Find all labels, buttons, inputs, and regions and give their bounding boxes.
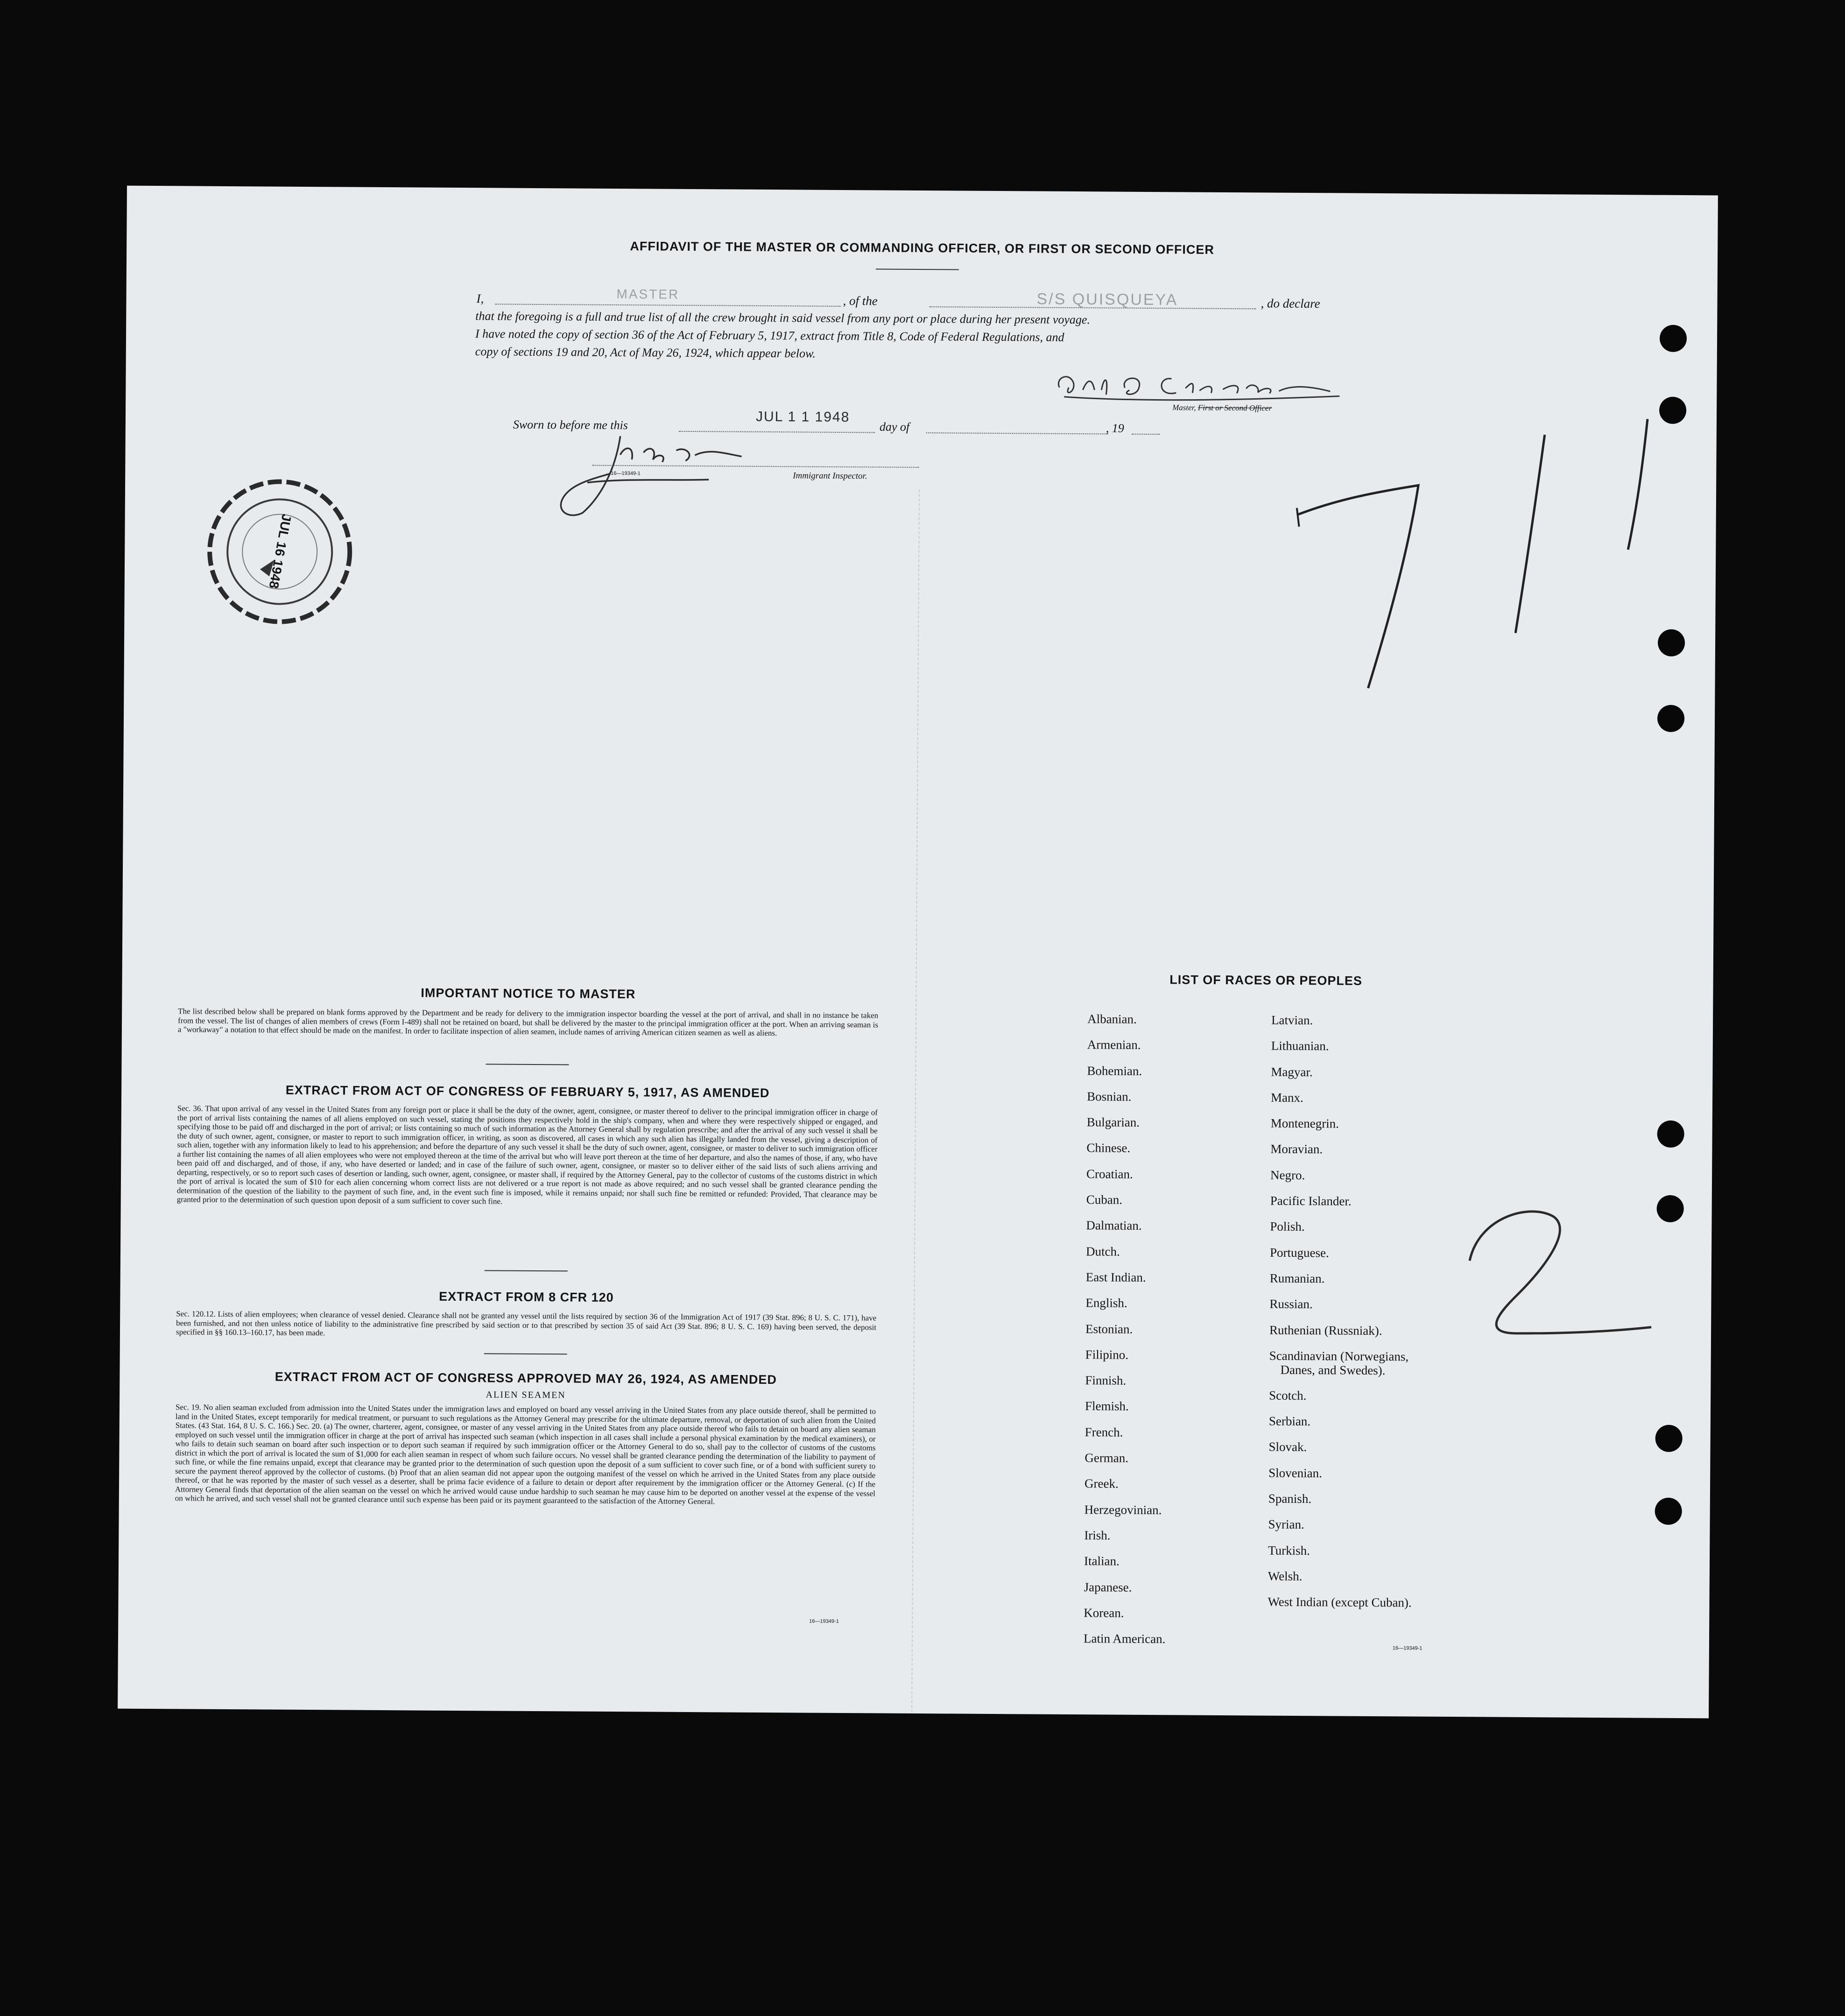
- punch-hole: [1658, 629, 1685, 656]
- handwritten-number-2: [1460, 1198, 1657, 1353]
- sworn-date-stamp: JUL 1 1 1948: [755, 409, 850, 425]
- extract-form-code: 16—19349-1: [809, 1618, 839, 1624]
- divider: [485, 1270, 568, 1271]
- extract-1917-body: Sec. 36. That upon arrival of any vessel in the United States from any foreign port or place it shall be the duty of the owner, agent, consignee, or master thereof to deliver to the principal immigration officer in charge of the port of arrival lists containing the names of all aliens employed on such vessel, stating the positions they respectively hold in the ship's company, when and where they were respectively shipped or engaged, and specifying those to be paid off and discharged in the port of arrival; or lists containing so much of such information as the Attorney General shall by regulation prescribe; and after the arrival of any such vessel it shall be the duty of such owner, agent, consignee, or master to report to such immigration officer, in writing, as soon as discovered, all cases in which any such alien has illegally landed from the vessel, giving a description of such alien, together with any information likely to lead to his apprehension; and before the departure of any such vessel it shall be the duty of such owner, agent, consignee, or master to deliver to such immigration officer a further list containing the names of all alien employees who were not employed thereon at the time of the arrival but who will leave port thereon at the time of her departure, and also the names of those, if any, who have been paid off and discharged, and of those, if any, who have deserted or landed; and in case of the failure of such owner, agent, consignee, or master so to deliver either of the said lists of such aliens arriving and departing, respectively, or so to report such cases of desertion or landing, such owner, agent, consignee, or master shall, if required by the Attorney General, pay to the collector of customs of the customs district in which the port of arrival is located the sum of $10 for each alien concerning whom correct lists are not delivered or a true report is not made as above required; and no such vessel shall be granted clearance pending the determination of the question of the liability to the payment of such fine, and, in the event such fine is imposed, while it remains unpaid; nor shall such fine be remitted or refunded: Provided, That clearance may be granted prior to the determination of such question upon deposit of a sum sufficient to cover such fine.: [176, 1104, 878, 1206]
- race-item: Negro.: [1270, 1168, 1305, 1182]
- race-item: Estonian.: [1085, 1321, 1133, 1336]
- naturalization-stamp: [204, 476, 356, 628]
- race-item: Finnish.: [1085, 1373, 1127, 1388]
- races-left-column: [1084, 1006, 1169, 1652]
- race-item: Moravian.: [1270, 1142, 1323, 1156]
- inspector-caption: Immigrant Inspector.: [793, 471, 867, 481]
- notice-body: The list described below shall be prepared on blank forms approved by the Department and be ready for delivery to the immigration inspector boarding the vessel at the port of arrival, and shall in no instance be taken from the vessel. The list of changes of alien members of crews (Form I-489) shall not be retained on board, but shall be delivered by the master to the principal immigration officer at the port. When an arriving seaman is a "workaway" a notation to that effect should be made on the manifest. In order to facilitate inspection of alien seamen, include names of arriving American citizen seamen as well as aliens.: [177, 1007, 879, 1038]
- master-signature: [1050, 369, 1349, 408]
- affidavit-form-code: 16—19349-1: [611, 470, 641, 477]
- race-item: Bohemian.: [1087, 1063, 1142, 1078]
- handwritten-number-7: [1282, 408, 1732, 700]
- affidavit-line-3: I have noted the copy of section 36 of the Act of February 5, 1917, extract from Title 8, Code of Federal Regulations, and: [475, 327, 1064, 344]
- punch-hole: [1659, 397, 1686, 424]
- affidavit-line-2: that the foregoing is a full and true list of all the crew brought in said vessel from any port or place during her present voyage.: [475, 309, 1091, 327]
- race-item: Ruthenian (Russniak).: [1269, 1323, 1382, 1338]
- punch-hole: [1655, 1498, 1682, 1525]
- divider: [484, 1353, 567, 1354]
- extract-cfr-title: EXTRACT FROM 8 CFR 120: [439, 1289, 614, 1305]
- punch-hole: [1655, 1425, 1682, 1452]
- race-item: Lithuanian.: [1271, 1038, 1329, 1053]
- race-item: Japanese.: [1084, 1579, 1132, 1594]
- races-form-code: 16—19349-1: [1392, 1645, 1422, 1651]
- punch-hole: [1657, 705, 1684, 732]
- inspector-signature: [555, 426, 765, 521]
- race-item: Italian.: [1084, 1554, 1120, 1568]
- race-item: Dutch.: [1086, 1244, 1120, 1259]
- race-item: Filipino.: [1085, 1347, 1129, 1362]
- punch-hole: [1660, 325, 1687, 352]
- race-item: Welsh.: [1268, 1569, 1303, 1583]
- title-underline: [876, 268, 959, 270]
- race-item: Syrian.: [1268, 1517, 1304, 1532]
- master-caption-master: Master,: [1172, 403, 1196, 412]
- race-item: Magyar.: [1271, 1064, 1313, 1079]
- officer-title-stamp: MASTER: [616, 287, 680, 302]
- race-item: Rumanian.: [1269, 1271, 1325, 1286]
- race-item: Turkish.: [1268, 1543, 1310, 1558]
- race-item: Russian.: [1269, 1297, 1313, 1311]
- divider: [486, 1064, 569, 1065]
- extract-1917-title: EXTRACT FROM ACT OF CONGRESS OF FEBRUARY 5, 1917, AS AMENDED: [285, 1083, 770, 1100]
- races-right-column: [1268, 1008, 1415, 1616]
- race-item: Spanish.: [1268, 1491, 1312, 1506]
- extract-cfr-body: Sec. 120.12. Lists of alien employees; when clearance of vessel denied. Clearance shall not be granted any vessel until the lists required by section 36 of the Immigration Act of 1917 (39 Stat. 896; 8 U. S. C. 171), have been furnished, and not then unless notice of liability to the administrative fine prescribed by said section or to that prescribed by section 35 of said Act (39 Stat. 896; 8 U. S. C. 169) having been served, the deposit specified in §§ 160.13–160.17, has been made.: [176, 1309, 877, 1338]
- race-item: Montenegrin.: [1270, 1116, 1339, 1131]
- vessel-name-stamp: S/S QUISQUEYA: [1036, 290, 1178, 309]
- of-the-text: , of the: [843, 293, 878, 308]
- extract-1924-body: Sec. 19. No alien seaman excluded from admission into the United States under the immigration laws and employed on board any vessel arriving in the United States from any place outside thereof, shall be permitted to land in the United States, except temporarily for medical treatment, or pursuant to such regulations as the Attorney General may prescribe for the ultimate departure, removal, or deportation of such alien from the United States. (43 Stat. 164, 8 U. S. C. 166.) Sec. 20. (a) The owner, charterer, agent, consignee, or master of any vessel arriving in the United States from any place outside thereof who fails to detain on board any alien seaman employed on such vessel until the immigration officer in charge at the port of arrival has inspected such seaman (which inspection in all cases shall include a personal physical examination by the medical examiners), or who fails to detain such seaman on board after such inspection or to deport such seaman if required by such immigration officer or the Attorney General to do so, shall pay to the collector of customs of the customs district in which the port of arrival is located the sum of $1,000 for each alien seaman in respect of whom such failure occurs. No vessel shall be granted clearance pending the determination of the liability to payment of such fine, or while the fine remains unpaid, except that clearance may be granted prior to the determination of such question upon the deposit of a sum sufficient to cover such fine, or of a bond with sufficient surety to secure the payment thereof approved by the collector of customs. (b) Proof that an alien seaman did not appear upon the outgoing manifest of the vessel on which he arrived in the United States from any place outside thereof, or that he was reported by the master of such vessel as a deserter, shall be prima facie evidence of a failure to detain or deport after requirement by the immigration officer or the Attorney General. (c) If the Attorney General finds that deportation of the alien seaman on the vessel on which he arrived would cause undue hardship to such seaman he may cause him to be deported on another vessel at the expense of the vessel on which he arrived, and such vessel shall not be granted clearance until such expense has been paid or its payment guaranteed to the satisfaction of the Attorney General.: [175, 1403, 876, 1506]
- race-item: Slovak.: [1268, 1440, 1307, 1454]
- sworn-text: Sworn to before me this: [513, 417, 628, 432]
- notice-title: IMPORTANT NOTICE TO MASTER: [421, 986, 636, 1001]
- race-item: Irish.: [1084, 1528, 1111, 1543]
- master-caption-struck: First or Second Officer: [1197, 403, 1272, 413]
- race-item: Chinese.: [1086, 1141, 1131, 1156]
- race-item: Scotch.: [1269, 1388, 1307, 1403]
- race-item: Bulgarian.: [1086, 1115, 1140, 1130]
- race-item: Albanian.: [1087, 1012, 1137, 1026]
- race-item: Latin American.: [1083, 1631, 1166, 1646]
- affidavit-title: AFFIDAVIT OF THE MASTER OR COMMANDING OFFICER, OR FIRST OR SECOND OFFICER: [630, 239, 1215, 257]
- race-item: Danes, and Swedes).: [1280, 1362, 1386, 1377]
- stamp-date: JUL 16 1948: [266, 513, 294, 590]
- race-item: Greek.: [1084, 1476, 1119, 1491]
- affidavit-i: I,: [476, 291, 484, 306]
- race-item: East Indian.: [1085, 1270, 1146, 1284]
- month-rule: [926, 432, 1108, 434]
- race-item: Polish.: [1270, 1219, 1305, 1234]
- race-item: Portuguese.: [1269, 1245, 1329, 1260]
- extract-1924-title: EXTRACT FROM ACT OF CONGRESS APPROVED MAY 26, 1924, AS AMENDED: [275, 1369, 777, 1387]
- race-item: Armenian.: [1087, 1037, 1141, 1052]
- year-rule: [1132, 434, 1160, 435]
- race-item: Bosnian.: [1087, 1089, 1132, 1104]
- race-item: Slovenian.: [1268, 1466, 1323, 1480]
- fold-line: [911, 489, 920, 1713]
- affidavit-line-4: copy of sections 19 and 20, Act of May 26, 1924, which appear below.: [475, 345, 816, 360]
- officer-rule: [495, 303, 840, 307]
- races-title: LIST OF RACES OR PEOPLES: [1169, 973, 1362, 988]
- punch-hole: [1656, 1195, 1683, 1222]
- race-item: Pacific Islander.: [1270, 1193, 1352, 1208]
- day-of-text: day of: [879, 420, 910, 434]
- race-item: Latvian.: [1271, 1013, 1313, 1028]
- document-sheet: [118, 186, 1718, 1719]
- race-item: West Indian (except Cuban).: [1268, 1594, 1412, 1610]
- race-item: German.: [1084, 1451, 1129, 1465]
- race-item: Dalmatian.: [1086, 1218, 1142, 1233]
- race-item: Serbian.: [1268, 1414, 1311, 1429]
- race-item: Scandinavian (Norwegians,: [1269, 1348, 1409, 1364]
- do-declare-text: , do declare: [1261, 296, 1320, 311]
- race-item: Flemish.: [1084, 1399, 1129, 1414]
- master-caption: [1172, 403, 1272, 413]
- year-prefix: , 19: [1106, 421, 1124, 435]
- race-item: French.: [1084, 1424, 1123, 1439]
- race-item: Korean.: [1084, 1606, 1124, 1620]
- race-item: Herzegovinian.: [1084, 1502, 1162, 1517]
- race-item: English.: [1085, 1296, 1127, 1311]
- race-item: Cuban.: [1086, 1192, 1123, 1207]
- extract-1924-subtitle: ALIEN SEAMEN: [486, 1389, 566, 1401]
- punch-hole: [1657, 1121, 1684, 1148]
- race-item: Croatian.: [1086, 1166, 1133, 1181]
- race-item: Manx.: [1271, 1090, 1303, 1105]
